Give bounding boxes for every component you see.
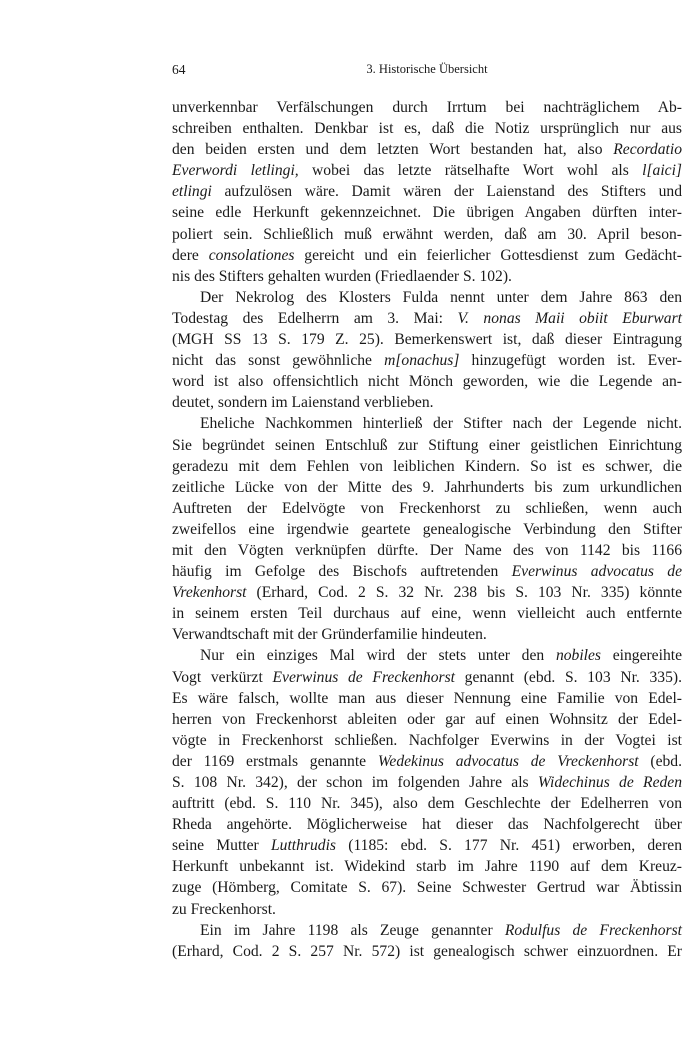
text-line	[172, 266, 682, 287]
text-run: Sie begründet seinen Entschluß zur Stiftung einer geistlichen Einrichtung	[172, 436, 682, 454]
running-head: 3. Historische Übersicht	[366, 62, 488, 76]
text-line	[172, 181, 682, 202]
text-run: auftritt (ebd. S. 110 Nr. 345), also dem Geschlechte der Edelherren von	[172, 795, 682, 813]
text-run: Rheda angehörte. Möglicherweise hat dieser das Nachfolgerecht über	[172, 816, 682, 834]
text-run: nis des Stifters gehalten wurden (Friedlaender S. 102).	[172, 267, 512, 285]
paragraph	[172, 287, 682, 414]
text-line	[172, 730, 682, 751]
text-line	[172, 772, 682, 793]
italic-text: Recordatio	[613, 141, 682, 159]
text-line	[172, 329, 682, 350]
text-run: eingereihte	[600, 647, 682, 665]
paragraph	[172, 645, 682, 919]
text-line	[172, 688, 682, 709]
text-run: Herkunft unbekannt ist. Widekind starb im Jahre 1190 auf dem Kreuz-	[172, 858, 682, 876]
text-run: (ebd.	[638, 752, 682, 770]
text-line	[172, 877, 682, 898]
text-run: mit den Vögten verknüpfen dürfte. Der Name des von 1142 bis 1166	[172, 541, 682, 559]
text-line	[172, 624, 682, 645]
italic-text: Vrekenhorst	[172, 584, 247, 602]
paragraph	[172, 920, 682, 962]
text-run: zuge (Hömberg, Comitate S. 67). Seine Schwester Gertrud war Äbtissin	[172, 879, 682, 897]
text-run: wobei das letzte rätselhafte Wort wohl als	[298, 162, 643, 180]
body-text	[172, 97, 682, 962]
text-run: S. 108 Nr. 342), der schon im folgenden Jahre als	[172, 774, 538, 791]
text-run: nicht das sonst gewöhnliche	[172, 352, 385, 370]
text-run: Auftreten der Edelvögte von Freckenhorst zu schließen, wenn auch	[172, 499, 682, 517]
paragraph	[172, 413, 682, 645]
text-run: Ein im Jahre 1198 als Zeuge genannter	[200, 921, 505, 939]
text-line	[172, 582, 682, 603]
text-run: hinzugefügt worden ist. Ever-	[459, 352, 682, 370]
text-line	[172, 160, 682, 181]
text-run: (MGH SS 13 S. 179 Z. 25). Bemerkenswert ist, daß dieser Eintragung	[172, 331, 682, 349]
text-run: Vogt verkürzt	[172, 668, 273, 686]
text-run: gereicht und ein feierlicher Gottesdienst zum Gedächt-	[294, 246, 682, 264]
text-line	[172, 97, 682, 118]
text-line	[172, 287, 682, 308]
text-line	[172, 814, 682, 835]
text-line	[172, 392, 682, 413]
text-line	[172, 139, 682, 160]
italic-text: Everwinus de Freckenhorst	[272, 668, 455, 686]
italic-text: m[onachus]	[384, 352, 460, 370]
text-run: in seinem ersten Teil durchaus auf eine, wenn vielleicht auch entfernte	[172, 605, 682, 623]
text-run: Es wäre falsch, wollte man aus dieser Nennung eine Familie von Edel-	[172, 689, 682, 707]
text-run: Der Nekrolog des Klosters Fulda nennt unter dem Jahre 863 den	[200, 288, 682, 306]
text-run: Nur ein einziges Mal wird der stets unter den	[200, 647, 556, 665]
text-run: (Erhard, Cod. 2 S. 257 Nr. 572) ist genealogisch schwer einzuordnen. Er	[172, 942, 682, 960]
paragraph	[172, 97, 682, 287]
text-line	[172, 413, 682, 434]
text-run: Verwandtschaft mit der Gründerfamilie hindeuten.	[172, 626, 487, 644]
italic-text: Wedekinus advocatus de Vreckenhorst	[377, 752, 639, 770]
text-line	[172, 856, 682, 877]
text-run: häufig im Gefolge des Bischofs auftretenden	[172, 563, 512, 581]
text-run: Todestag des Edelherrn am 3. Mai:	[172, 309, 458, 327]
text-run: (1185: ebd. S. 177 Nr. 451) erworben, deren	[336, 837, 683, 855]
italic-text: etlingi	[172, 183, 212, 201]
text-line	[172, 118, 682, 139]
text-run: herren von Freckenhorst ableiten oder gar auf einen Wohnsitz der Edel-	[172, 710, 682, 728]
text-line	[172, 793, 682, 814]
text-line	[172, 371, 682, 392]
italic-text: l[aici]	[642, 162, 682, 180]
text-line	[172, 835, 682, 856]
text-run: genannt (ebd. S. 103 Nr. 335).	[454, 668, 682, 686]
text-run: unverkennbar Verfälschungen durch Irrtum bei nachträglichem Ab-	[172, 99, 682, 116]
text-run: seine edle Herkunft gekennzeichnet. Die übrigen Angaben dürften inter-	[172, 204, 682, 222]
text-line	[172, 603, 682, 624]
italic-text: V. nonas Maii obiit Eburwart	[457, 309, 683, 327]
text-run: vögte in Freckenhorst schließen. Nachfolger Everwins in der Vogtei ist	[172, 731, 682, 749]
text-line	[172, 645, 682, 666]
text-run: den beiden ersten und dem letzten Wort bestanden hat, also	[172, 141, 614, 159]
text-line	[172, 920, 682, 941]
text-run: Eheliche Nachkommen hinterließ der Stifter nach der Legende nicht.	[200, 415, 682, 433]
text-line	[172, 435, 682, 456]
italic-text: Everwordi letlingi,	[172, 162, 299, 180]
text-run: zweifellos eine irgendwie geartete genealogische Verbindung den Stifter	[172, 520, 682, 538]
text-run: word ist also offensichtlich nicht Mönch geworden, wie die Legende an-	[172, 373, 682, 391]
text-line	[172, 899, 682, 920]
text-line	[172, 350, 682, 371]
italic-text: Lutthrudis	[271, 837, 336, 855]
text-line	[172, 224, 682, 245]
text-line	[172, 308, 682, 329]
text-line	[172, 498, 682, 519]
text-run: (Erhard, Cod. 2 S. 32 Nr. 238 bis S. 103 Nr. 335) könnte	[246, 584, 682, 602]
text-line	[172, 245, 682, 266]
page-header	[172, 62, 682, 82]
page-number: 64	[172, 62, 186, 77]
italic-text: nobiles	[555, 647, 601, 665]
text-run: geradezu mit dem Fehlen von leiblichen Kindern. So ist es schwer, die	[172, 457, 682, 475]
italic-text: consolationes	[208, 246, 295, 264]
text-run: deutet, sondern im Laienstand verblieben.	[172, 394, 434, 412]
text-line	[172, 561, 682, 582]
text-line	[172, 667, 682, 688]
text-line	[172, 709, 682, 730]
text-line	[172, 456, 682, 477]
text-run: poliert sein. Schließlich muß erwähnt werden, daß am 30. April beson-	[172, 225, 682, 243]
text-run: seine Mutter	[172, 837, 271, 855]
text-run: dere	[172, 246, 209, 264]
text-run: zu Freckenhorst.	[172, 900, 276, 918]
text-line	[172, 202, 682, 223]
italic-text: Rodulfus de Freckenhorst	[504, 921, 682, 939]
text-run: aufzulösen wäre. Damit wären der Laienstand des Stifters und	[211, 183, 682, 201]
italic-text: Widechinus de Reden	[537, 774, 683, 791]
text-run: schreiben enthalten. Denkbar ist es, daß die Notiz ursprünglich nur aus	[172, 120, 682, 138]
text-line	[172, 751, 682, 772]
text-line	[172, 941, 682, 962]
text-run: der 1169 erstmals genannte	[172, 752, 378, 770]
text-line	[172, 540, 682, 561]
text-run: zeitliche Lücke von der Mitte des 9. Jahrhunderts bis zum urkundlichen	[172, 478, 682, 496]
italic-text: Everwinus advocatus de	[511, 563, 683, 581]
text-line	[172, 519, 682, 540]
text-line	[172, 477, 682, 498]
